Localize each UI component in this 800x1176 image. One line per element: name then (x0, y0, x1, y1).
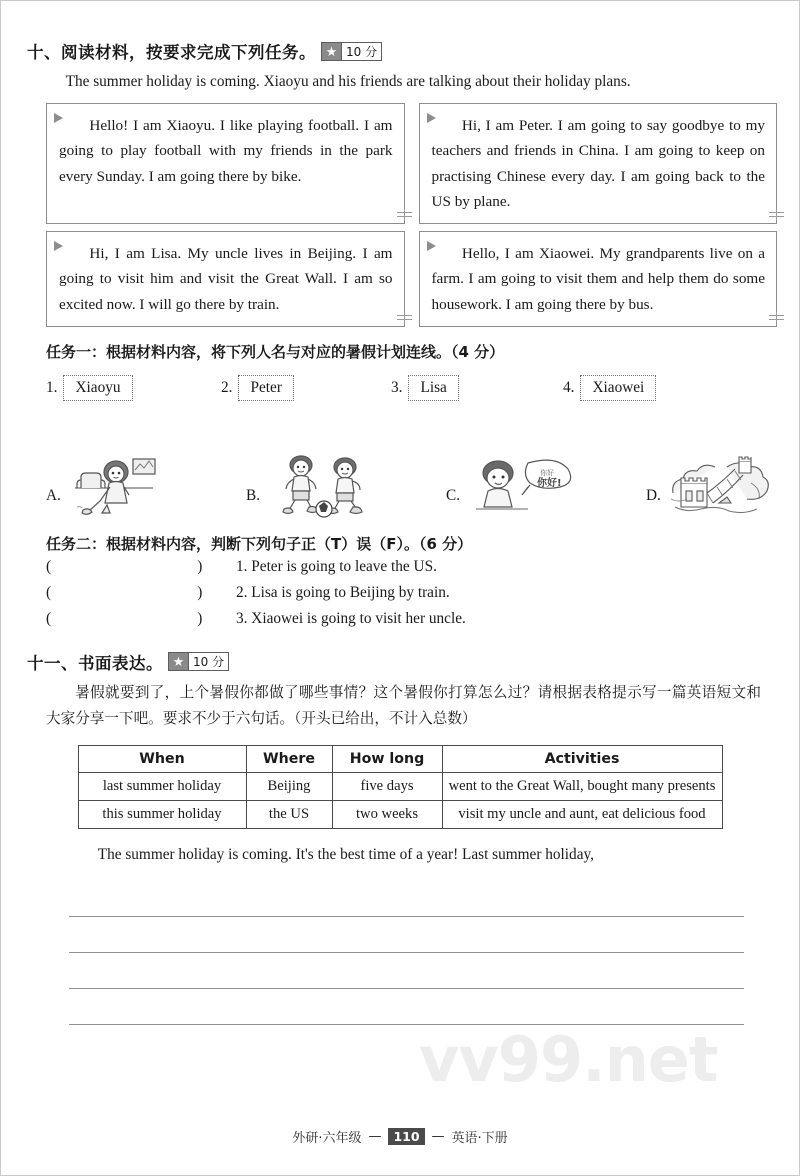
task-one-picture-options (1, 453, 799, 519)
true-false-item-2[interactable] (1, 580, 799, 606)
writing-score-badge (168, 652, 229, 671)
reading-intro-text: The summer holiday is coming. Xiaoyu and his friends are talking about their holiday plans. (65, 73, 631, 90)
triangle-arrow-icon (54, 241, 63, 251)
name-number: 1. (46, 378, 58, 396)
page-number: 110 (388, 1128, 424, 1145)
writing-section-title: 十一、书面表达。 (27, 653, 163, 673)
speech-bubble-xiaowei (419, 231, 778, 327)
page-content (1, 1, 799, 1025)
reading-score-value: 10 分 (341, 43, 381, 60)
cell-activities: visit my uncle and aunt, eat delicious food (442, 800, 722, 828)
task-one-title: 任务一：根据材料内容，将下列人名与对应的暑假计划连线。（4 分） (46, 342, 505, 361)
column-header-when: When (78, 745, 246, 772)
great-wall-icon (667, 453, 785, 519)
writing-plan-table (78, 745, 723, 829)
picture-label-b: B. (246, 486, 261, 504)
bubble-tail-icon (397, 209, 412, 220)
girl-sweeping-housework-icon (67, 453, 185, 519)
table-row (78, 800, 722, 828)
task-two-title: 任务二：根据材料内容，判断下列句子正（T）误（F）。（6 分） (46, 534, 473, 553)
column-header-where: Where (246, 745, 332, 772)
column-header-how-long: How long (332, 745, 442, 772)
footer-dash-left: — (368, 1129, 382, 1144)
reading-score-badge (321, 42, 382, 61)
name-number: 2. (221, 378, 233, 396)
footer-dash-right: — (431, 1129, 445, 1144)
bubble-tail-icon (769, 312, 784, 323)
name-item-2[interactable] (221, 375, 391, 401)
picture-option-b[interactable] (246, 453, 446, 519)
page-footer (1, 1127, 799, 1146)
site-watermark: vv99.net (419, 1023, 718, 1096)
true-false-text: 2. Lisa is going to Beijing by train. (235, 584, 450, 602)
cell-how-long: two weeks (332, 800, 442, 828)
reading-section-header (27, 39, 799, 63)
cell-where: Beijing (246, 772, 332, 800)
answer-parenthesis[interactable]: ( ) (46, 610, 236, 628)
writing-starter-sentence: The summer holiday is coming. It's the best time of a year! Last summer holiday, (97, 845, 594, 863)
picture-label-c: C. (446, 486, 461, 504)
cell-activities: went to the Great Wall, bought many presents (442, 772, 722, 800)
cell-where: the US (246, 800, 332, 828)
writing-score-value: 10 分 (188, 653, 228, 670)
writing-section-header (27, 650, 799, 674)
picture-option-c[interactable] (446, 453, 646, 519)
footer-publisher-grade: 外研·六年级 (292, 1131, 362, 1146)
answer-parenthesis[interactable]: ( ) (46, 584, 236, 602)
triangle-arrow-icon (54, 113, 63, 123)
column-header-activities: Activities (442, 745, 722, 772)
triangle-arrow-icon (427, 113, 436, 123)
cell-when: last summer holiday (78, 772, 246, 800)
name-box-peter[interactable]: Peter (238, 375, 293, 401)
true-false-item-3[interactable] (1, 606, 799, 632)
boy-speaking-chinese-icon (466, 453, 584, 519)
speech-bubble-text: Hi, I am Peter. I am going to say goodbye to my teachers and friends in China. I am going to keep on practising Chinese every day. I am going back to the US by plane. (431, 117, 765, 210)
triangle-arrow-icon (427, 241, 436, 251)
true-false-text: 3. Xiaowei is going to visit her uncle. (235, 610, 466, 628)
name-item-3[interactable] (391, 375, 563, 401)
bubble-tail-icon (397, 312, 412, 323)
writing-blank-line[interactable] (69, 881, 744, 917)
picture-option-d[interactable] (646, 453, 785, 519)
writing-answer-lines[interactable] (1, 881, 799, 1025)
writing-instructions: 暑假就要到了，上个暑假你都做了哪些事情？这个暑假你打算怎么过？请根据表格提示写一篇英语短文和大家分享一下吧。要求不少于六句话。（开头已给出，不计入总数） (46, 683, 761, 727)
answer-parenthesis[interactable]: ( ) (46, 557, 236, 575)
speech-bubble-text: Hello! I am Xiaoyu. I like playing football. I am going to play football with my friends in the park every Sunday. I am going there by bike. (59, 117, 393, 185)
star-icon: ★ (169, 653, 188, 670)
picture-option-a[interactable] (46, 453, 246, 519)
name-number: 3. (391, 378, 403, 396)
table-row (78, 772, 722, 800)
footer-subject-volume: 英语·下册 (451, 1131, 508, 1146)
name-number: 4. (563, 378, 575, 396)
writing-blank-line[interactable] (69, 953, 744, 989)
picture-label-d: D. (646, 486, 661, 504)
name-box-xiaowei[interactable]: Xiaowei (580, 375, 656, 401)
true-false-text: 1. Peter is going to leave the US. (235, 557, 437, 575)
picture-label-a: A. (46, 486, 61, 504)
name-item-4[interactable] (563, 375, 656, 401)
writing-blank-line[interactable] (69, 989, 744, 1025)
name-box-xiaoyu[interactable]: Xiaoyu (63, 375, 132, 401)
bubble-tail-icon (769, 209, 784, 220)
star-icon: ★ (322, 43, 341, 60)
writing-blank-line[interactable] (69, 917, 744, 953)
bubble-chinese-text: 你好! (537, 477, 562, 489)
name-box-lisa[interactable]: Lisa (408, 375, 458, 401)
kids-playing-football-icon (266, 453, 384, 519)
cell-when: this summer holiday (78, 800, 246, 828)
true-false-item-1[interactable] (1, 554, 799, 580)
task-one-names-row (1, 375, 799, 401)
speech-bubbles-grid (1, 103, 799, 327)
cell-how-long: five days (332, 772, 442, 800)
speech-bubble-text: Hello, I am Xiaowei. My grandparents live on a farm. I am going to visit them and help them do some housework. I am going there by bus. (431, 245, 765, 313)
speech-bubble-lisa (46, 231, 405, 327)
bubble-pinyin-text: 你好 (540, 468, 555, 477)
table-header-row (78, 745, 722, 772)
name-item-1[interactable] (46, 375, 221, 401)
reading-section-title: 十、阅读材料，按要求完成下列任务。 (27, 43, 316, 62)
speech-bubble-text: Hi, I am Lisa. My uncle lives in Beijing. I am going to visit him and visit the Great Wall. I am so excited now. I will go there by train. (59, 245, 393, 313)
speech-bubble-xiaoyu (46, 103, 405, 224)
speech-bubble-peter (419, 103, 778, 224)
